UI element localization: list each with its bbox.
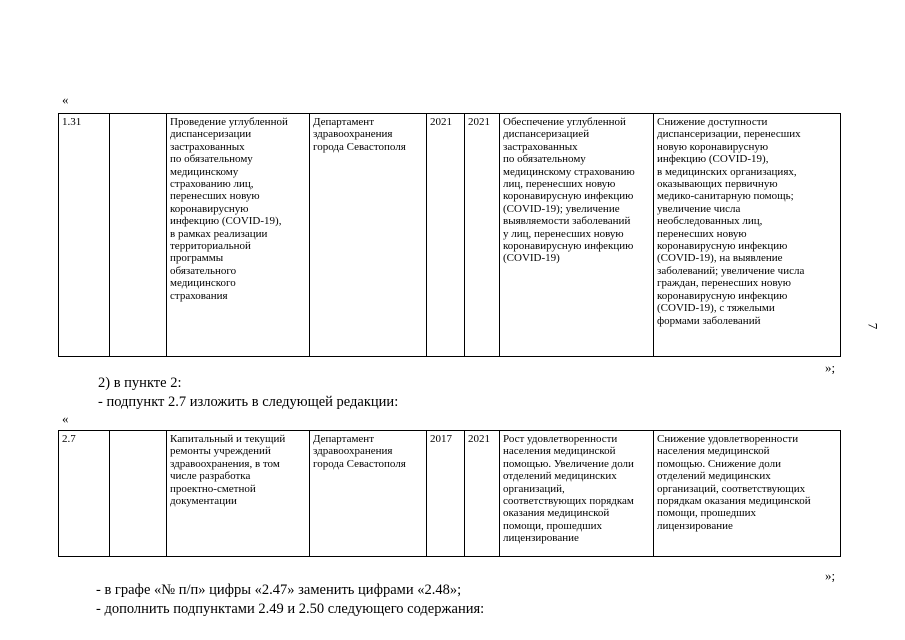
cell-expected-result: Обеспечение углубленной диспансеризацией застрахованных по обязательному медицинскому страхованию лиц, перенесших новую коронавирусную инфекцию (COVID-19); увеличение выявляемости заболеваний у лиц, перенесших новую коронавирусную инфекцию (COVID-19): [500, 114, 654, 357]
close-quote: »;: [825, 568, 836, 583]
paragraph-add-subitems: - дополнить подпунктами 2.49 и 2.50 следующего содержания:: [96, 601, 485, 617]
cell-start-year: 2021: [427, 114, 465, 357]
open-quote: «: [62, 411, 69, 426]
table-1: [58, 113, 841, 357]
cell-activity: Проведение углубленной диспансеризации застрахованных по обязательному медицинскому страхованию лиц, перенесших новую коронавирусную инфекцию (COVID-19), в рамках реализации территориальной программы обязательного медицинского страхования: [167, 114, 310, 357]
cell-executor: Департамент здравоохранения города Севастополя: [310, 114, 427, 357]
open-quote: «: [62, 92, 69, 107]
cell-executor: Департамент здравоохранения города Севастополя: [310, 431, 427, 557]
cell-risks: Снижение удовлетворенности населения медицинской помощью. Снижение доли отделений медицинских организаций, соответствующих порядкам оказания медицинской помощи, прошедших лицензирование: [654, 431, 841, 557]
cell-number: 1.31: [59, 114, 110, 357]
paragraph-item-2: 2) в пункте 2:: [98, 375, 182, 391]
cell-number: 2.7: [59, 431, 110, 557]
cell-blank: [110, 114, 167, 357]
cell-activity: Капитальный и текущий ремонты учреждений здравоохранения, в том числе разработка проектно-сметной документации: [167, 431, 310, 557]
close-quote: »;: [825, 360, 836, 375]
cell-start-year: 2017: [427, 431, 465, 557]
cell-blank: [110, 431, 167, 557]
page-number: 7: [864, 322, 880, 330]
table-row: [59, 431, 841, 557]
cell-end-year: 2021: [465, 431, 500, 557]
paragraph-replace-number: - в графе «№ п/п» цифры «2.47» заменить цифрами «2.48»;: [96, 582, 462, 598]
table-row: [59, 114, 841, 357]
table-2: [58, 430, 841, 557]
cell-risks: Снижение доступности диспансеризации, перенесших новую коронавирусную инфекцию (COVID-19), в медицинских организациях, оказывающих первичную медико-санитарную помощь; увеличение числа необследованных лиц, перенесших новую коронавирусную инфекцию (COVID-19), на выявление заболеваний; увеличение числа граждан, перенесших новую коронавирусную инфекцию (COVID-19), с тяжелыми формами заболеваний: [654, 114, 841, 357]
cell-end-year: 2021: [465, 114, 500, 357]
cell-expected-result: Рост удовлетворенности населения медицинской помощью. Увеличение доли отделений медицинских организаций, соответствующих порядкам оказания медицинской помощи, прошедших лицензирование: [500, 431, 654, 557]
paragraph-subitem-2-7: - подпункт 2.7 изложить в следующей редакции:: [98, 394, 399, 410]
